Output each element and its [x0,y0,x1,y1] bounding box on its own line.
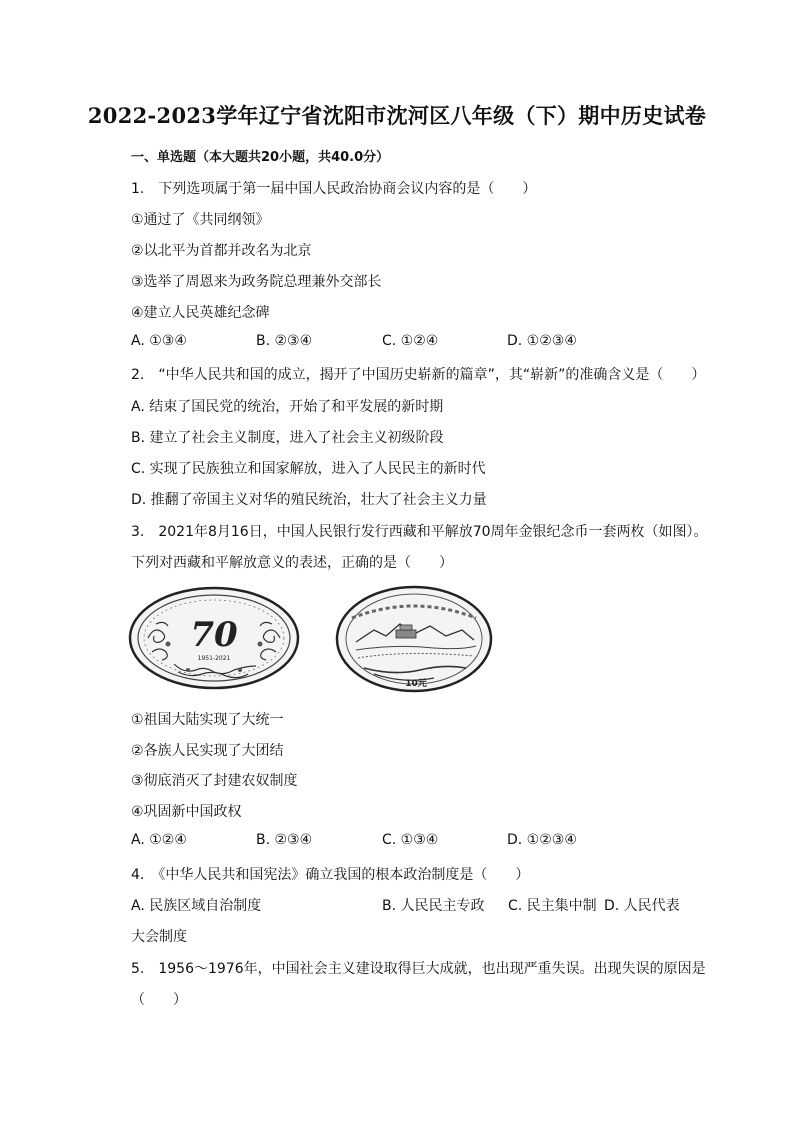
question-4-option-b: B. 人民民主专政 [382,898,485,914]
coin-70th-anniversary-image [128,586,300,690]
question-3-option-b: B. ②③④ [256,832,313,848]
question-4-option-a: A. 民族区域自治制度 [131,898,262,914]
question-3-item-4: ④巩固新中国政权 [131,804,242,820]
question-1-option-a: A. ①③④ [131,333,187,349]
question-2-option-a: A. 结束了国民党的统治，开始了和平发展的新时期 [131,399,444,415]
question-2-stem: 2. “中华人民共和国的成立，揭开了中国历史崭新的篇章”，其“崭新”的准确含义是（ ） [131,367,706,383]
question-3-option-a: A. ①②④ [131,832,187,848]
question-1-item-1: ①通过了《共同纲领》 [131,212,270,228]
question-4-option-d: D. 人民代表 [604,898,680,914]
question-3-stem-line-1: 3. 2021年8月16日，中国人民银行发行西藏和平解放70周年金银纪念币一套两枚（如图）。 [131,524,708,540]
question-1-option-b: B. ②③④ [256,333,313,349]
question-4-option-d-continued: 大会制度 [131,929,187,945]
question-3-item-2: ②各族人民实现了大团结 [131,743,284,759]
question-3-option-c: C. ①③④ [382,832,439,848]
question-2-option-b: B. 建立了社会主义制度，进入了社会主义初级阶段 [131,430,444,446]
question-3-stem-line-2: 下列对西藏和平解放意义的表述，正确的是（ ） [131,555,453,571]
coin-2-value: 10元 [405,679,427,689]
question-1-item-3: ③选举了周恩来为政务院总理兼外交部长 [131,274,382,290]
question-3-item-3: ③彻底消灭了封建农奴制度 [131,773,298,789]
question-5-stem-line-2: （ ） [131,992,187,1008]
question-1-option-c: C. ①②④ [382,333,439,349]
question-4-stem: 4. 《中华人民共和国宪法》确立我国的根本政治制度是（ ） [131,867,530,883]
question-2-option-c: C. 实现了民族独立和国家解放，进入了人民民主的新时代 [131,461,486,477]
exam-title: 2022-2023学年辽宁省沈阳市沈河区八年级（下）期中历史试卷 [87,103,707,128]
question-4-option-c: C. 民主集中制 [508,898,597,914]
coin-1-years: 1951-2021 [197,655,231,662]
coin-1-number: 70 [190,615,238,655]
section-heading: 一、单选题（本大题共20小题，共40.0分） [131,150,390,165]
question-1-item-4: ④建立人民英雄纪念碑 [131,305,270,321]
question-3-option-d: D. ①②③④ [507,832,577,848]
coin-landscape-image [334,584,494,694]
question-1-stem: 1. 下列选项属于第一届中国人民政治协商会议内容的是（ ） [131,181,537,197]
question-3-item-1: ①祖国大陆实现了大统一 [131,712,284,728]
question-1-item-2: ②以北平为首都并改名为北京 [131,243,312,259]
question-2-option-d: D. 推翻了帝国主义对华的殖民统治，壮大了社会主义力量 [131,492,487,508]
question-1-option-d: D. ①②③④ [507,333,577,349]
question-5-stem-line-1: 5. 1956～1976年，中国社会主义建设取得巨大成就，也出现严重失误。出现失误的原因是 [131,961,706,977]
